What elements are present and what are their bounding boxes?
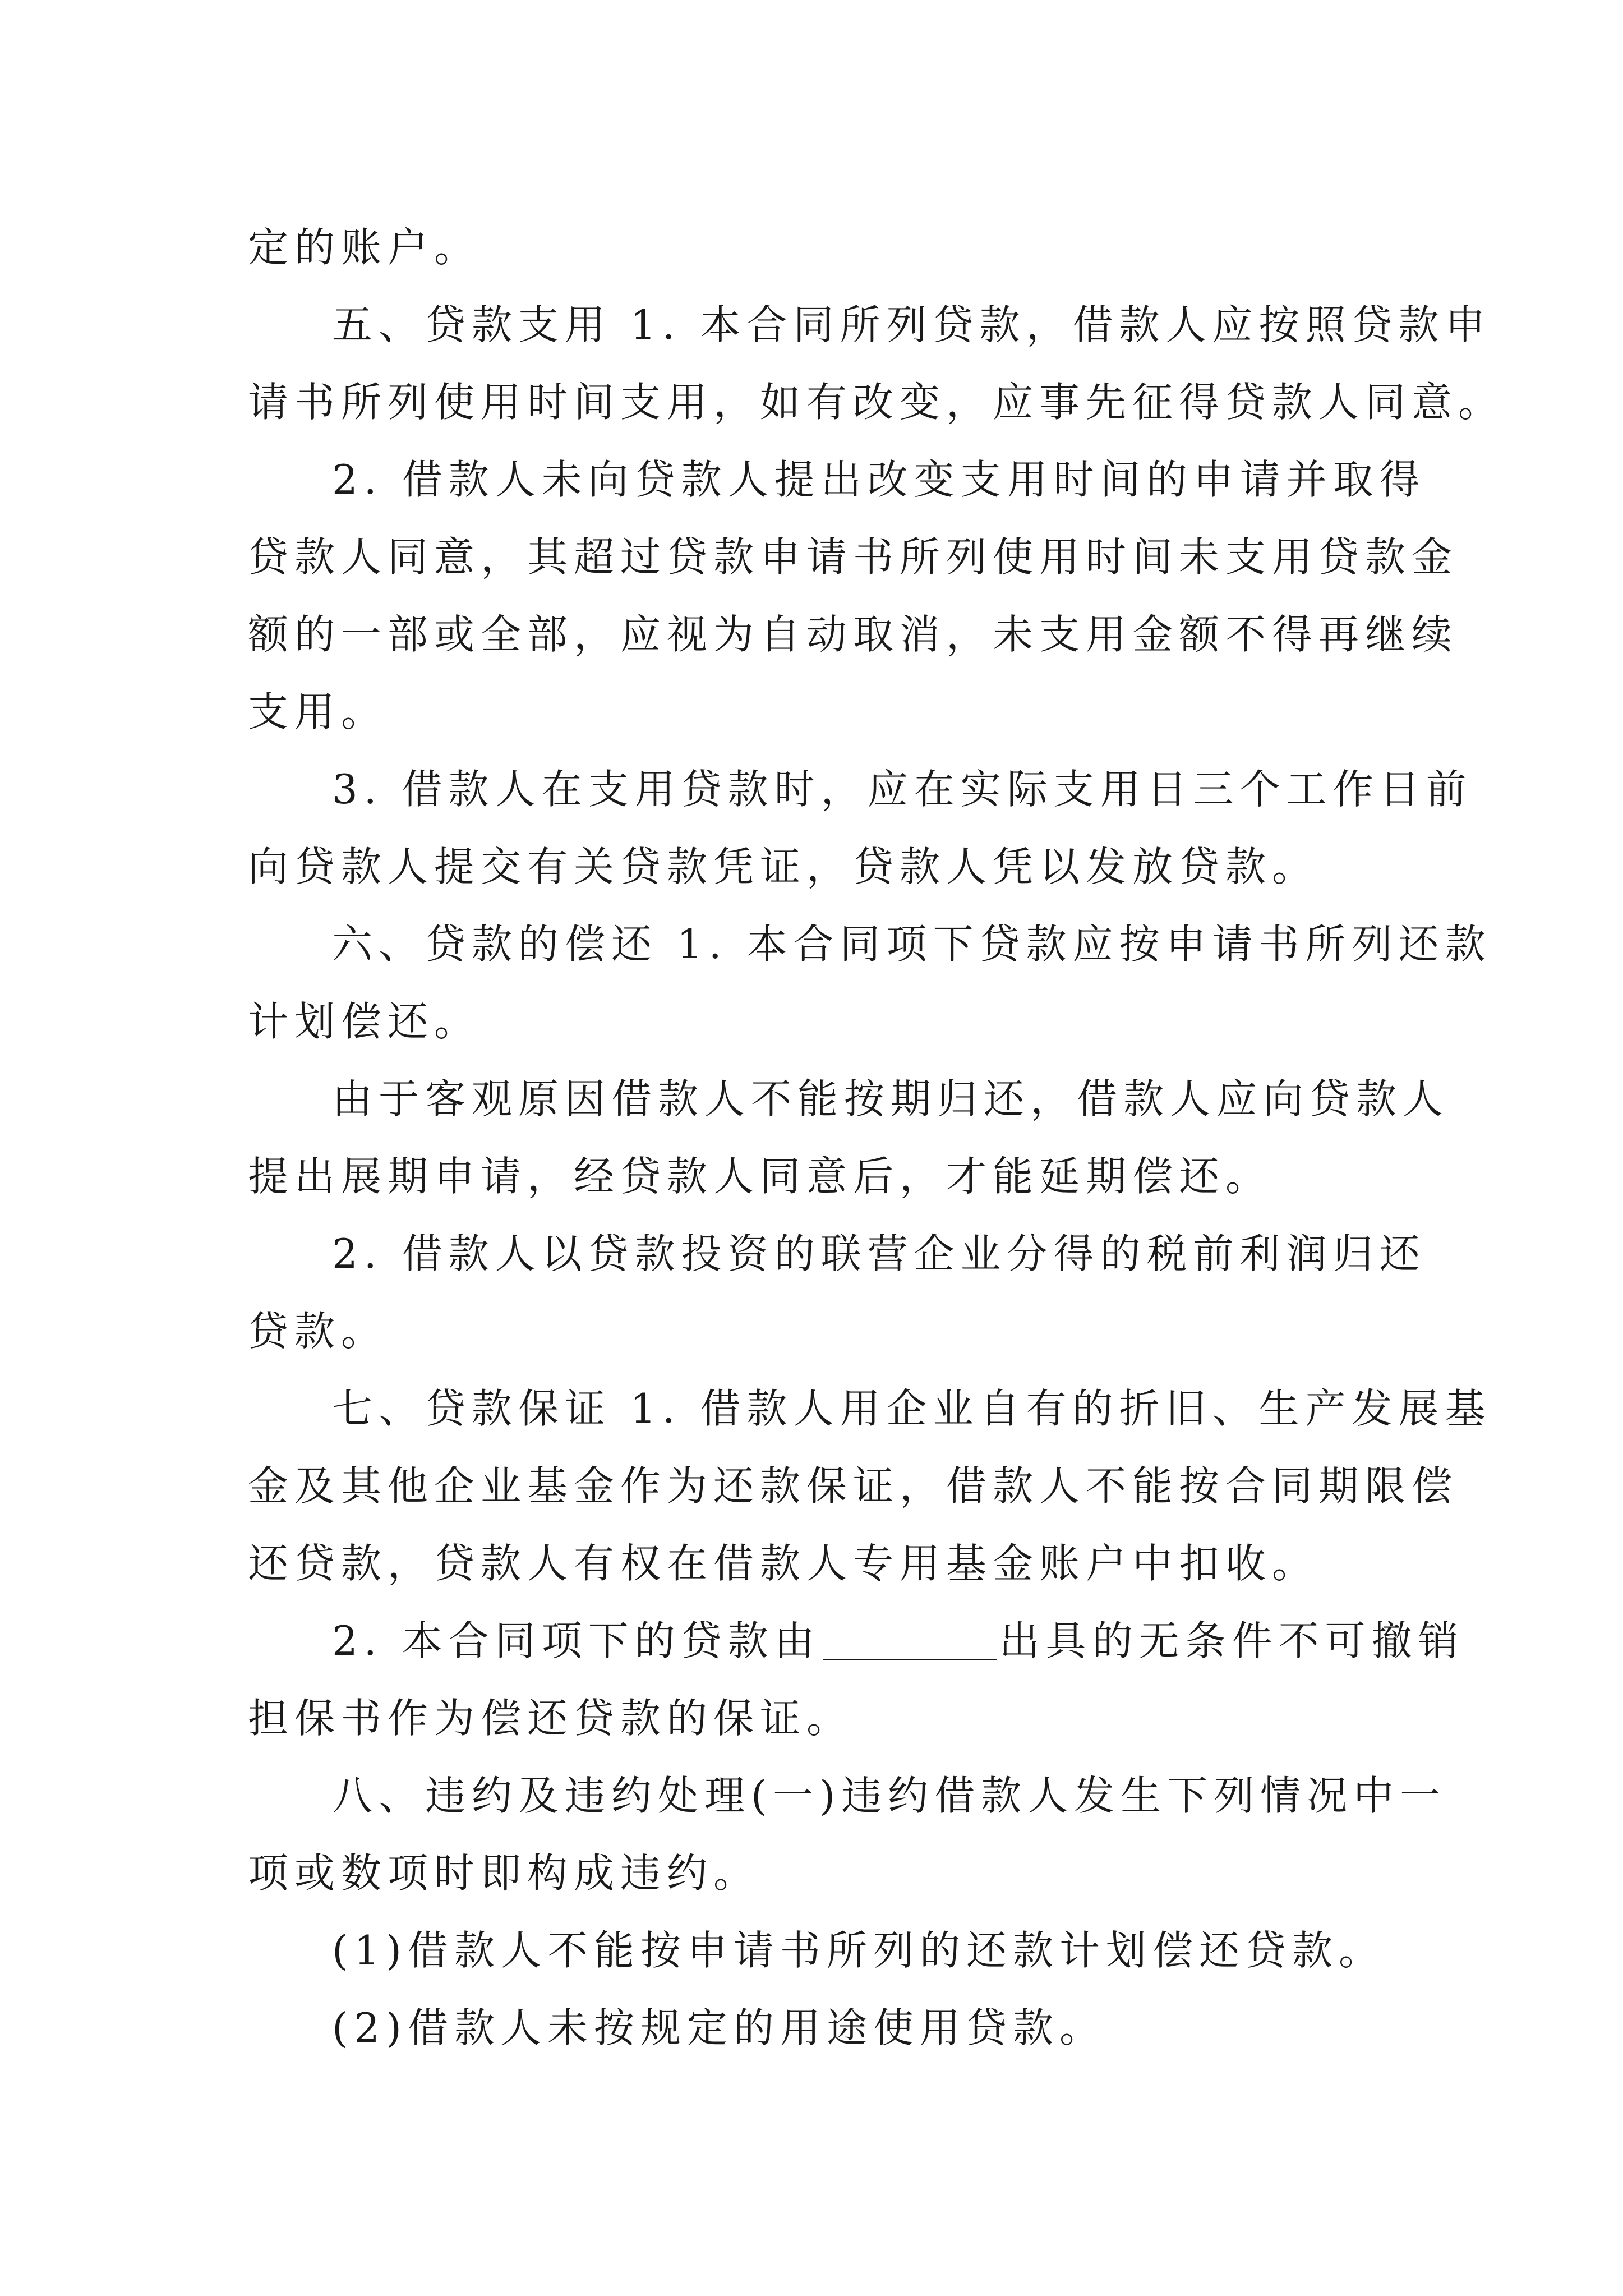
- text-line: 计划偿还。: [248, 998, 481, 1045]
- guarantee-text-after: 出具的无条件不可撤销: [999, 1617, 1465, 1664]
- text-line: 五、贷款支用 1. 本合同所列贷款，借款人应按照贷款申: [332, 301, 1492, 348]
- text-line: 还贷款，贷款人有权在借款人专用基金账户中扣收。: [248, 1540, 1319, 1587]
- text-line: 七、贷款保证 1. 借款人用企业自有的折旧、生产发展基: [332, 1385, 1492, 1432]
- text-line: 项或数项时即构成违约。: [248, 1849, 760, 1897]
- guarantee-text-before: 2. 本合同项下的贷款由: [332, 1617, 821, 1664]
- text-line: 向贷款人提交有关贷款凭证，贷款人凭以发放贷款。: [248, 843, 1319, 890]
- text-line: (1)借款人不能按申请书所列的还款计划偿还贷款。: [332, 1927, 1385, 1974]
- guarantor-blank: [823, 1618, 997, 1660]
- text-line: 担保书作为偿还贷款的保证。: [248, 1695, 854, 1742]
- text-line: 额的一部或全部，应视为自动取消，未支用金额不得再继续: [248, 611, 1459, 658]
- text-line: 由于客观原因借款人不能按期归还，借款人应向贷款人: [332, 1075, 1450, 1122]
- text-line: 支用。: [248, 688, 388, 735]
- guarantee-line: [248, 1602, 1465, 1680]
- text-line: 提出展期申请，经贷款人同意后，才能延期偿还。: [248, 1153, 1272, 1200]
- text-line: (2)借款人未按规定的用途使用贷款。: [332, 2004, 1106, 2051]
- text-line: 金及其他企业基金作为还款保证，借款人不能按合同期限偿: [248, 1462, 1459, 1510]
- text-line: 贷款。: [248, 1308, 388, 1355]
- text-line: 八、违约及违约处理(一)违约借款人发生下列情况中一: [332, 1772, 1447, 1819]
- text-line: 贷款人同意，其超过贷款申请书所列使用时间未支用贷款金: [248, 533, 1459, 581]
- text-line: 定的账户。: [248, 224, 481, 271]
- text-line: 请书所列使用时间支用，如有改变，应事先征得贷款人同意。: [248, 379, 1505, 426]
- text-line: 3. 借款人在支用贷款时，应在实际支用日三个工作日前: [332, 766, 1473, 813]
- text-line: 2. 借款人以贷款投资的联营企业分得的税前利润归还: [332, 1230, 1426, 1277]
- text-line: 六、贷款的偿还 1. 本合同项下贷款应按申请书所列还款: [332, 921, 1492, 968]
- document-body: [248, 209, 1505, 2067]
- text-line: 2. 借款人未向贷款人提出改变支用时间的申请并取得: [332, 456, 1426, 503]
